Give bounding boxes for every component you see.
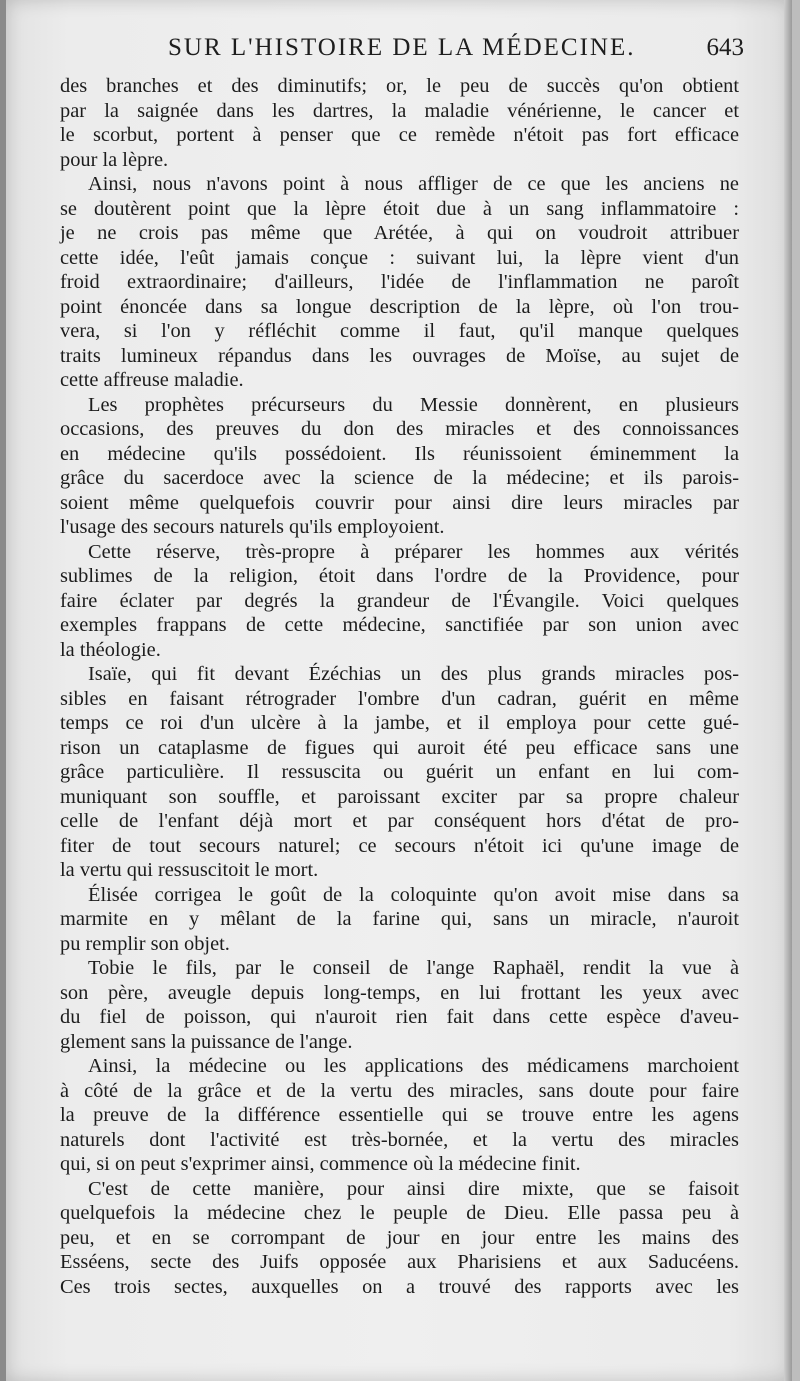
text-line: Cette réserve, très-propre à préparer les hommes aux vérités xyxy=(88,540,739,563)
text-line: naturels dont l'activité est très-bornée, et la vertu des miracles xyxy=(60,1128,739,1151)
body-text xyxy=(60,74,739,1299)
running-title: SUR L'HISTOIRE DE LA MÉDECINE. xyxy=(168,34,636,61)
text-line: l'usage des secours naturels qu'ils employoient. xyxy=(60,516,445,538)
text-line: je ne crois pas même que Arétée, à qui on voudroit attribuer xyxy=(60,222,739,244)
page-header xyxy=(58,34,744,68)
text-line: marmite en y mêlant de la farine qui, sans un miracle, n'auroit xyxy=(60,908,739,930)
text-line: rison un cataplasme de figues qui auroit été peu efficace sans une xyxy=(60,736,739,759)
text-line: celle de l'enfant déjà mort et par conséquent hors d'état de pro- xyxy=(60,810,739,832)
text-line: Élisée corrigea le goût de la coloquinte qu'on avoit mise dans sa xyxy=(88,883,739,906)
text-line: Tobie le fils, par le conseil de l'ange Raphaël, rendit la vue à xyxy=(88,957,739,979)
text-line: faire éclater par degrés la grandeur de l'Évangile. Voici quelques xyxy=(60,589,739,612)
text-line: occasions, des preuves du don des miracles et des connoissances xyxy=(60,418,739,440)
text-line: la preuve de la différence essentielle qui se trouve entre les agens xyxy=(60,1104,739,1126)
text-line: cette idée, l'eût jamais conçue : suivant lui, la lèpre vient d'un xyxy=(60,246,739,269)
text-line: fiter de tout secours naturel; ce secours n'étoit ici qu'une image de xyxy=(60,834,739,857)
text-line: soient même quelquefois couvrir pour ainsi dire leurs miracles par xyxy=(60,491,739,514)
text-line: point énoncée dans sa longue description de la lèpre, où l'on trou- xyxy=(60,295,739,318)
text-line: Ainsi, la médecine ou les applications des médicamens marchoient xyxy=(88,1055,739,1077)
text-line: C'est de cette manière, pour ainsi dire mixte, que se faisoit xyxy=(88,1177,739,1200)
text-line: se doutèrent point que la lèpre étoit due à un sang inflammatoire : xyxy=(60,197,739,220)
text-line: par la saignée dans les dartres, la maladie vénérienne, le cancer et xyxy=(60,99,739,122)
text-line: traits lumineux répandus dans les ouvrages de Moïse, au sujet de xyxy=(60,344,739,367)
text-line: en médecine qu'ils possédoient. Ils réunissoient éminemment la xyxy=(60,442,739,465)
text-line: glement sans la puissance de l'ange. xyxy=(60,1030,353,1053)
text-line: qui, si on peut s'exprimer ainsi, commence où la médecine finit. xyxy=(60,1153,581,1175)
text-line: Esséens, secte des Juifs opposée aux Pharisiens et aux Saducéens. xyxy=(60,1251,739,1273)
text-line: des branches et des diminutifs; or, le peu de succès qu'on obtient xyxy=(60,75,739,97)
text-line: peu, et en se corrompant de jour en jour entre les mains des xyxy=(60,1226,739,1249)
text-line: Isaïe, qui fit devant Ézéchias un des plus grands miracles pos- xyxy=(88,663,739,685)
text-line: cette affreuse maladie. xyxy=(60,369,244,391)
text-line: quelquefois la médecine chez le peuple de Dieu. Elle passa peu à xyxy=(60,1202,739,1224)
text-line: froid extraordinaire; d'ailleurs, l'idée de l'inflammation ne paroît xyxy=(60,271,739,293)
text-line: exemples frappans de cette médecine, sanctifiée par son union avec xyxy=(60,614,739,636)
text-line: le scorbut, portent à penser que ce remède n'étoit pas fort efficace xyxy=(60,124,739,146)
text-line: du fiel de poisson, qui n'auroit rien fait dans cette espèce d'aveu- xyxy=(60,1006,739,1028)
scan-right-edge xyxy=(784,0,792,1381)
text-line: à côté de la grâce et de la vertu des miracles, sans doute pour faire xyxy=(60,1079,739,1102)
text-line: Ces trois sectes, auxquelles on a trouvé des rapports avec les xyxy=(60,1275,739,1298)
text-line: sublimes de la religion, étoit dans l'ordre de la Providence, pour xyxy=(60,565,739,587)
text-line: vera, si l'on y réfléchit comme il faut, qu'il manque quelques xyxy=(60,320,739,342)
text-line: grâce du sacerdoce avec la science de la médecine; et ils parois- xyxy=(60,467,739,489)
text-line: pu remplir son objet. xyxy=(60,932,230,955)
text-line: grâce particulière. Il ressuscita ou guérit un enfant en lui com- xyxy=(60,761,739,783)
text-line: Ainsi, nous n'avons point à nous affliger de ce que les anciens ne xyxy=(88,173,739,195)
text-line: muniquant son souffle, et paroissant exciter par sa propre chaleur xyxy=(60,785,739,808)
text-line: sibles en faisant rétrograder l'ombre d'un cadran, guérit en même xyxy=(60,687,739,710)
text-line: temps ce roi d'un ulcère à la jambe, et il employa pour cette gué- xyxy=(60,712,739,734)
text-line: son père, aveugle depuis long-temps, en lui frottant les yeux avec xyxy=(60,981,739,1004)
text-line: pour la lèpre. xyxy=(60,148,169,171)
text-line: Les prophètes précurseurs du Messie donnèrent, en plusieurs xyxy=(88,393,739,416)
text-line: la théologie. xyxy=(60,638,161,661)
page-number: 643 xyxy=(706,34,744,61)
text-line: la vertu qui ressuscitoit le mort. xyxy=(60,859,319,881)
